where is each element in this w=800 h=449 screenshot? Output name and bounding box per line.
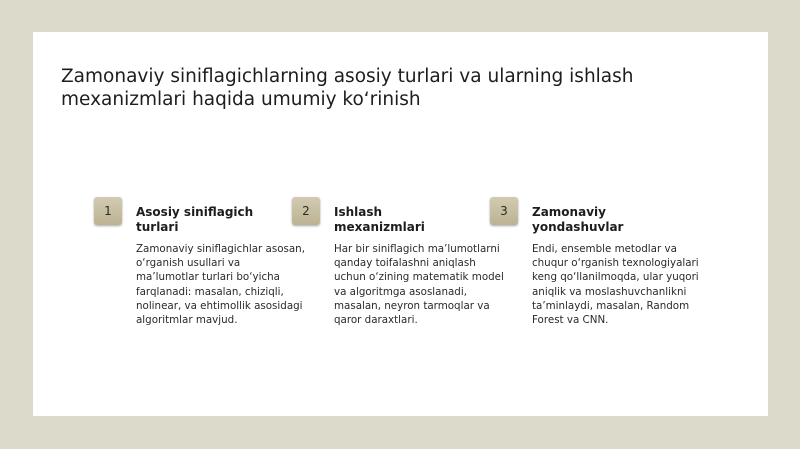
card-text: Zamonaviy siniflagichlar asosan, o‘rganish usullari va ma’lumotlar turlari bo‘yicha farqlanadi: masalan, chiziqli, nolinear, va ehtimollik asosidagi algoritmlar mavjud.: [136, 243, 305, 327]
card-title: Asosiy siniflagich turlari: [136, 205, 254, 234]
card-number-badge: 1: [94, 197, 122, 225]
card-text: Endi, ensemble metodlar va chuqur o‘rganish texnologiyalari keng qo‘llanilmoqda, ular yuqori aniqlik va moslashuvchanlikni ta’minlaydi, masalan, Random Forest va CNN.: [532, 243, 699, 327]
card-title: Ishlash mexanizmlari: [334, 205, 425, 234]
slide: [33, 32, 768, 416]
card-number-badge: 3: [490, 197, 518, 225]
card-title: Zamonaviy yondashuvlar: [532, 205, 624, 234]
slide-title: Zamonaviy siniflagichlarning asosiy turlari va ularning ishlash mexanizmlari haqida umumiy ko‘rinish: [61, 66, 634, 110]
card-text: Har bir siniflagich ma’lumotlarni qanday toifalashni aniqlash uchun o‘zining matematik model va algoritmga asoslanadi, masalan, neyron tarmoqlar va qaror daraxtlari.: [334, 243, 504, 327]
card-number-badge: 2: [292, 197, 320, 225]
